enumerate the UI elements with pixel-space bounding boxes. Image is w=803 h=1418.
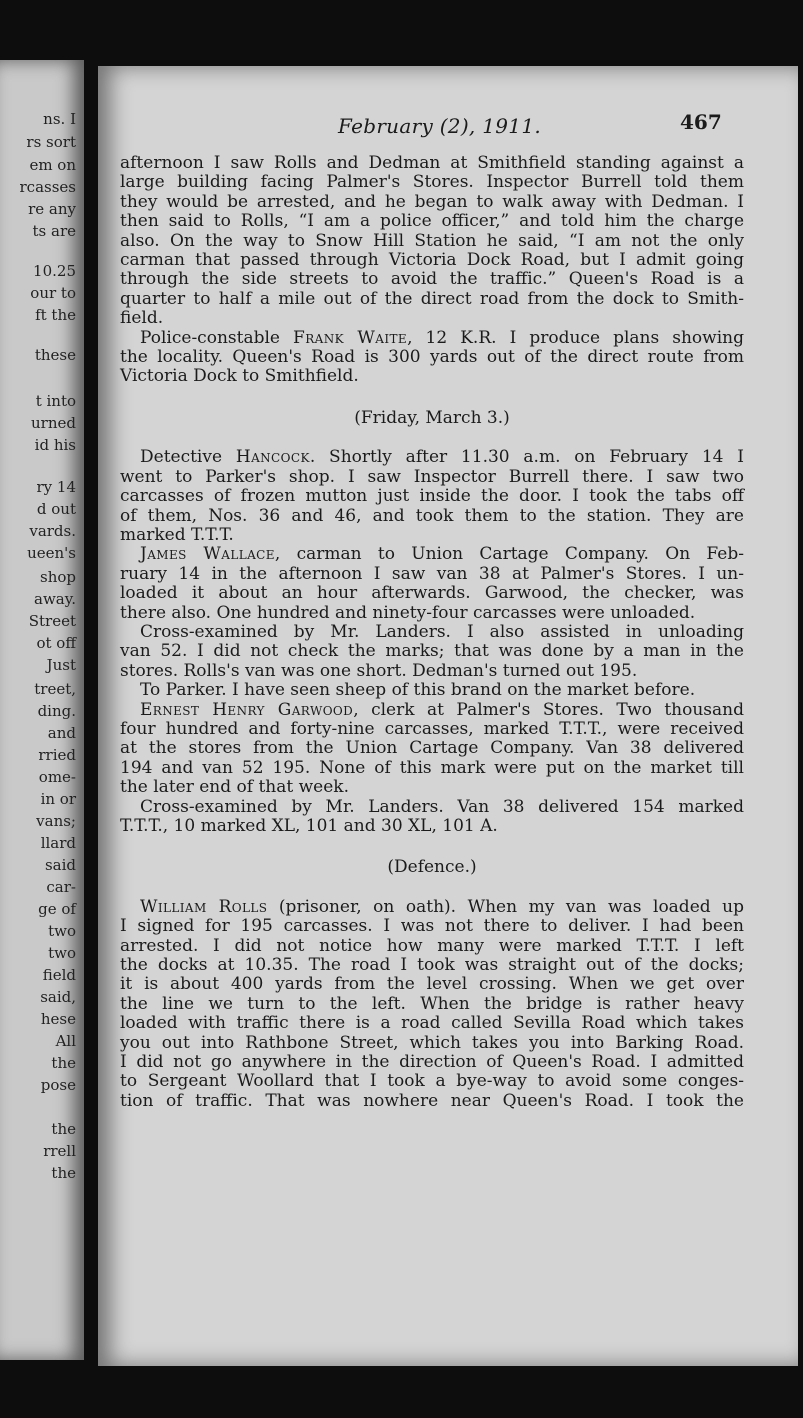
text-line: ruary 14 in the afternoon I saw van 38 at Palmer's Stores. I un- [120,563,744,584]
text-line: I signed for 195 carcasses. I was not there to deliver. I had been [120,916,744,937]
text-line: the locality. Queen's Road is 300 yards out of the direct route from [120,347,744,368]
text-line: van 52. I did not check the marks; that was done by a man in the [120,641,744,662]
text-run: , clerk at Palmer's Stores. Two thousand [353,699,744,720]
left-page-line-fragment: field [42,966,76,984]
paragraph-frank-waite [120,329,744,387]
text-line: you out into Rathbone Street, which takes you into Barking Road. [120,1032,744,1053]
left-page-line-fragment: 10.25 [33,262,76,280]
witness-name: Frank Waite [293,327,408,348]
text-line: stores. Rolls's van was one short. Dedman's turned out 195. [120,660,638,681]
left-page-line-fragment: ft the [35,306,76,324]
text-run: , carman to Union Cartage Company. On Feb- [274,544,744,565]
witness-name: James Wallace [140,544,275,565]
text-line: also. On the way to Snow Hill Station he said, “I am not the only [120,230,744,251]
left-page-line-fragment: ts are [32,222,76,240]
left-page-line-fragment: rrell [43,1142,76,1160]
left-page-line-fragment: t into [35,392,76,410]
left-page-line-fragment: ueen's [27,544,76,562]
left-page-line-fragment: in or [40,790,76,808]
running-title: February (2), 1911. [338,114,542,138]
left-page-line-fragment: All [55,1032,76,1050]
section-heading-defence: (Defence.) [387,857,477,878]
paragraph-hancock [120,448,744,545]
left-page-line-fragment: id his [34,436,76,454]
witness-role: Police-constable [140,327,294,348]
text-line: T.T.T., 10 marked XL, 101 and 30 XL, 101 A. [120,816,498,836]
text-run: , 12 K.R. I produce plans showing [407,327,744,348]
left-page-line-fragment: rcasses [19,178,76,196]
witness-name: Hancock [235,447,310,468]
running-head [98,110,798,144]
left-page-line-fragment: ot off [36,634,76,652]
left-page-line-fragment: ding. [37,702,76,720]
text-line: afternoon I saw Rolls and Dedman at Smithfield standing against a [120,153,744,173]
text-line: large building facing Palmer's Stores. Inspector Burrell told them [120,172,744,193]
text-line [120,701,744,720]
paragraph-ernest-garwood [120,701,744,798]
witness-name: William Rolls [140,896,268,917]
witness-role: Detective [140,447,236,468]
text-line: went to Parker's shop. I saw Inspector Burrell there. I saw two [120,466,744,487]
text-line: tion of traffic. That was nowhere near Queen's Road. I took the [120,1090,744,1111]
left-page-line-fragment: re any [28,200,76,218]
left-page-line-fragment: em on [29,156,76,174]
text-line: there also. One hundred and ninety-four carcasses were unloaded. [120,602,696,623]
left-page-line-fragment: car- [46,878,76,896]
paragraph-to-parker [120,681,744,700]
left-page-line-fragment: llard [40,834,76,852]
text-line: then said to Rolls, “I am a police officer,” and told him the charge [120,211,744,232]
text-line: Victoria Dock to Smithfield. [120,366,359,387]
text-line: marked T.T.T. [120,524,234,545]
left-page-line-fragment: pose [40,1076,76,1094]
left-page-line-fragment: d out [36,500,76,518]
text-line: they would be arrested, and he began to walk away with Dedman. I [120,191,744,212]
left-page-line-fragment: said [44,856,76,874]
left-page-line-fragment: ge of [38,900,76,918]
left-page-line-fragment: Street [28,612,76,630]
left-page-line-fragment: two [48,944,76,962]
paragraph-william-rolls [120,898,744,1111]
body-text [120,154,744,1111]
text-line: at the stores from the Union Cartage Company. Van 38 delivered [120,738,744,759]
text-line: to Sergeant Woollard that I took a bye-way to avoid some conges- [120,1071,744,1092]
paragraph-waite-evidence-cont [120,154,744,329]
text-run: . Shortly after 11.30 a.m. on February 14 I [309,447,744,468]
witness-name: Ernest Henry Garwood [140,699,354,720]
section-heading-friday: (Friday, March 3.) [354,407,510,428]
left-page-line-fragment: the [51,1054,76,1072]
left-page-line-fragment: and [47,724,76,742]
text-run: (prisoner, on oath). When my van was loaded up [267,896,745,917]
left-page-line-fragment: rried [38,746,76,764]
text-line: the later end of that week. [120,777,349,798]
text-line: through the side streets to avoid the traffic.” Queen's Road is a [120,269,744,290]
left-page-line-fragment: away. [34,590,76,608]
left-page-line-fragment: ome- [38,768,76,786]
left-page-line-fragment: these [34,346,76,364]
left-page-line-fragment: two [48,922,76,940]
text-line: loaded with traffic there is a road called Sevilla Road which takes [120,1013,744,1034]
left-page-line-fragment: shop [40,568,76,586]
text-line: I did not go anywhere in the direction of Queen's Road. I admitted [120,1052,744,1073]
left-page-line-fragment: hese [40,1010,76,1028]
text-line [120,448,744,467]
text-line: To Parker. I have seen sheep of this brand on the market before. [140,680,696,701]
document-page [98,66,798,1366]
left-page-line-fragment: said, [40,988,76,1006]
text-line: Cross-examined by Mr. Landers. Van 38 delivered 154 marked [140,796,744,817]
left-page-line-fragment: our to [30,284,76,302]
text-line: of them, Nos. 36 and 46, and took them to the station. They are [120,505,744,526]
text-line: arrested. I did not notice how many were marked T.T.T. I left [120,935,744,956]
page-number: 467 [680,110,722,134]
text-line: the line we turn to the left. When the bridge is rather heavy [120,993,744,1014]
text-line [120,329,744,348]
paragraph-cross-examined-1 [120,623,744,681]
paragraph-cross-examined-2 [120,798,744,837]
left-page-line-fragment: the [51,1164,76,1182]
paragraph-james-wallace [120,545,744,623]
text-line: 194 and van 52 195. None of this mark were put on the market till [120,757,744,778]
text-line: quarter to half a mile out of the direct road from the dock to Smith- [120,288,744,309]
left-page-line-fragment: treet, [34,680,76,698]
left-page-line-fragment: Just [46,656,76,674]
left-page-line-fragment: vards. [29,522,76,540]
text-line: loaded it about an hour afterwards. Garwood, the checker, was [120,583,744,604]
left-page-line-fragment: vans; [36,812,76,830]
text-line: four hundred and forty-nine carcasses, marked T.T.T., were received [120,718,744,739]
left-facing-page [0,60,84,1360]
text-line: carcasses of frozen mutton just inside the door. I took the tabs off [120,486,744,507]
text-line: Cross-examined by Mr. Landers. I also assisted in unloading [140,621,744,642]
text-line [120,545,744,564]
left-page-line-fragment: the [51,1120,76,1138]
text-line: field. [120,308,164,329]
left-page-line-fragment: rs sort [26,133,76,151]
left-page-line-fragment: ns. I [43,110,76,128]
text-line: carman that passed through Victoria Dock Road, but I admit going [120,250,744,271]
left-page-line-fragment: urned [31,414,76,432]
left-page-line-fragment: ry 14 [36,478,76,496]
text-line: it is about 400 yards from the level crossing. When we get over [120,974,744,995]
text-line [120,898,744,917]
text-line: the docks at 10.35. The road I took was straight out of the docks; [120,955,744,976]
